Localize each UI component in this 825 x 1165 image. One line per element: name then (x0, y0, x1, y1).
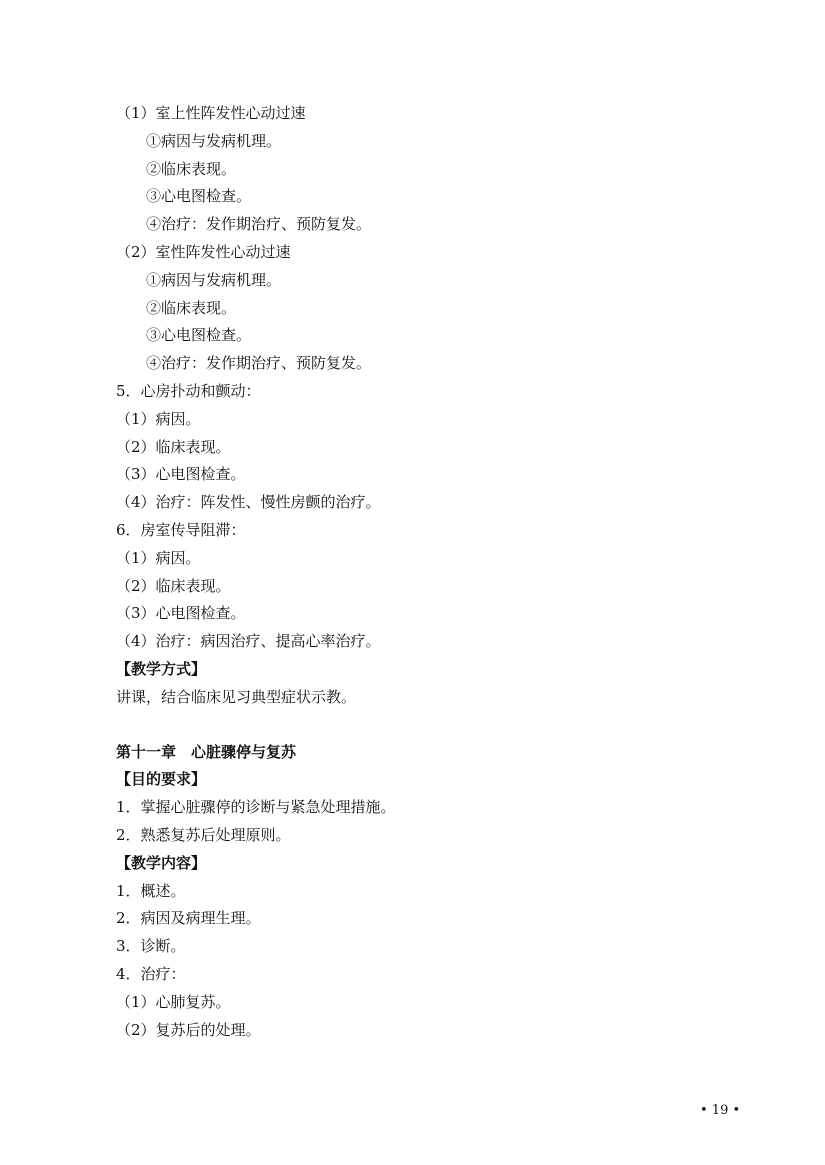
content-item: （1）心肺复苏。 (116, 992, 231, 1011)
numbered-item: 5．心房扑动和颤动： (116, 381, 261, 400)
page-number: • 19 • (700, 1103, 741, 1118)
list-item: （2）临床表现。 (116, 576, 231, 595)
teaching-method-heading: 【教学方式】 (116, 659, 207, 678)
list-item: ①病因与发病机理。 (146, 131, 282, 150)
chapter-title: 第十一章 心脏骤停与复苏 (116, 742, 297, 761)
list-item: （1）病因。 (116, 409, 201, 428)
document-page (116, 100, 756, 1044)
teaching-method-text: 讲课，结合临床见习典型症状示教。 (116, 687, 357, 706)
objectives-heading: 【目的要求】 (116, 770, 207, 789)
list-item: ②临床表现。 (146, 298, 237, 317)
list-item: （3）心电图检查。 (116, 465, 246, 484)
list-item: （4）治疗：阵发性、慢性房颤的治疗。 (116, 493, 381, 512)
objective-item: 2．熟悉复苏后处理原则。 (116, 825, 291, 844)
list-item: （4）治疗：病因治疗、提高心率治疗。 (116, 632, 381, 651)
objective-item: 1．掌握心脏骤停的诊断与紧急处理措施。 (116, 798, 396, 817)
subsection-heading: （1）室上性阵发性心动过速 (116, 104, 306, 122)
list-item: ①病因与发病机理。 (146, 270, 282, 289)
list-item: （3）心电图检查。 (116, 604, 246, 623)
content-item: 1．概述。 (116, 881, 186, 900)
content-item: 3．诊断。 (116, 937, 186, 956)
content-heading: 【教学内容】 (116, 853, 207, 872)
content-item: 2．病因及病理生理。 (116, 909, 261, 928)
subsection-heading: （2）室性阵发性心动过速 (116, 242, 291, 261)
list-item: ③心电图检查。 (146, 326, 252, 345)
list-item: （2）临床表现。 (116, 437, 231, 456)
list-item: ③心电图检查。 (146, 187, 252, 206)
content-item: 4．治疗： (116, 964, 186, 983)
numbered-item: 6．房室传导阻滞： (116, 520, 246, 539)
list-item: ④治疗：发作期治疗、预防复发。 (146, 354, 372, 373)
list-item: （1）病因。 (116, 548, 201, 567)
list-item: ④治疗：发作期治疗、预防复发。 (146, 215, 372, 234)
list-item: ②临床表现。 (146, 159, 237, 178)
content-item: （2）复苏后的处理。 (116, 1020, 261, 1039)
